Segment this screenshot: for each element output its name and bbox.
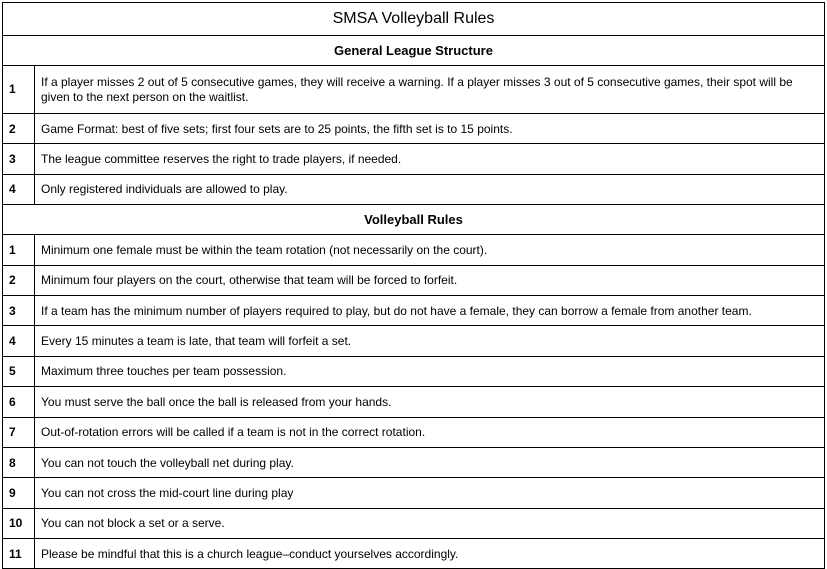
section-header-row bbox=[3, 36, 825, 66]
rules-table bbox=[2, 2, 825, 569]
rule-number: 1 bbox=[3, 235, 35, 265]
rule-text: Game Format: best of five sets; first four sets are to 25 points, the fifth set is to 15 points. bbox=[35, 114, 825, 144]
rule-text: You can not block a set or a serve. bbox=[35, 508, 825, 538]
rule-number: 2 bbox=[3, 265, 35, 295]
rule-row bbox=[3, 387, 825, 417]
rule-text: You must serve the ball once the ball is released from your hands. bbox=[35, 387, 825, 417]
rule-number: 2 bbox=[3, 114, 35, 144]
rule-number: 10 bbox=[3, 508, 35, 538]
rule-row bbox=[3, 356, 825, 386]
rule-number: 4 bbox=[3, 326, 35, 356]
rule-row bbox=[3, 478, 825, 508]
rule-number: 8 bbox=[3, 447, 35, 477]
rule-row bbox=[3, 174, 825, 204]
section-header-row bbox=[3, 205, 825, 235]
rule-row bbox=[3, 417, 825, 447]
rule-row bbox=[3, 114, 825, 144]
rule-number: 3 bbox=[3, 295, 35, 325]
rule-row bbox=[3, 265, 825, 295]
rule-number: 4 bbox=[3, 174, 35, 204]
rule-number: 9 bbox=[3, 478, 35, 508]
page-title: SMSA Volleyball Rules bbox=[3, 3, 825, 36]
rule-number: 1 bbox=[3, 66, 35, 114]
rule-row bbox=[3, 539, 825, 569]
rule-number: 6 bbox=[3, 387, 35, 417]
rule-text: If a player misses 2 out of 5 consecutive games, they will receive a warning. If a player misses 3 out of 5 consecutive games, their spot will be given to the next person on the waitlist. bbox=[35, 66, 825, 114]
rule-text: Maximum three touches per team possession. bbox=[35, 356, 825, 386]
rule-row bbox=[3, 66, 825, 114]
rule-text: Minimum four players on the court, otherwise that team will be forced to forfeit. bbox=[35, 265, 825, 295]
rule-text: Out-of-rotation errors will be called if a team is not in the correct rotation. bbox=[35, 417, 825, 447]
rule-text: Please be mindful that this is a church league–conduct yourselves accordingly. bbox=[35, 539, 825, 569]
rule-row bbox=[3, 144, 825, 174]
rule-text: Minimum one female must be within the team rotation (not necessarily on the court). bbox=[35, 235, 825, 265]
section-heading: General League Structure bbox=[3, 36, 825, 66]
title-row bbox=[3, 3, 825, 36]
rule-row bbox=[3, 508, 825, 538]
rule-text: Only registered individuals are allowed to play. bbox=[35, 174, 825, 204]
rule-text: You can not touch the volleyball net during play. bbox=[35, 447, 825, 477]
rule-text: The league committee reserves the right to trade players, if needed. bbox=[35, 144, 825, 174]
rule-row bbox=[3, 326, 825, 356]
rule-text: If a team has the minimum number of players required to play, but do not have a female, they can borrow a female from another team. bbox=[35, 295, 825, 325]
rule-text: You can not cross the mid-court line during play bbox=[35, 478, 825, 508]
rule-text: Every 15 minutes a team is late, that team will forfeit a set. bbox=[35, 326, 825, 356]
rule-row bbox=[3, 447, 825, 477]
rule-number: 5 bbox=[3, 356, 35, 386]
rule-row bbox=[3, 295, 825, 325]
rule-number: 7 bbox=[3, 417, 35, 447]
rule-number: 11 bbox=[3, 539, 35, 569]
rule-number: 3 bbox=[3, 144, 35, 174]
rule-row bbox=[3, 235, 825, 265]
section-heading: Volleyball Rules bbox=[3, 205, 825, 235]
